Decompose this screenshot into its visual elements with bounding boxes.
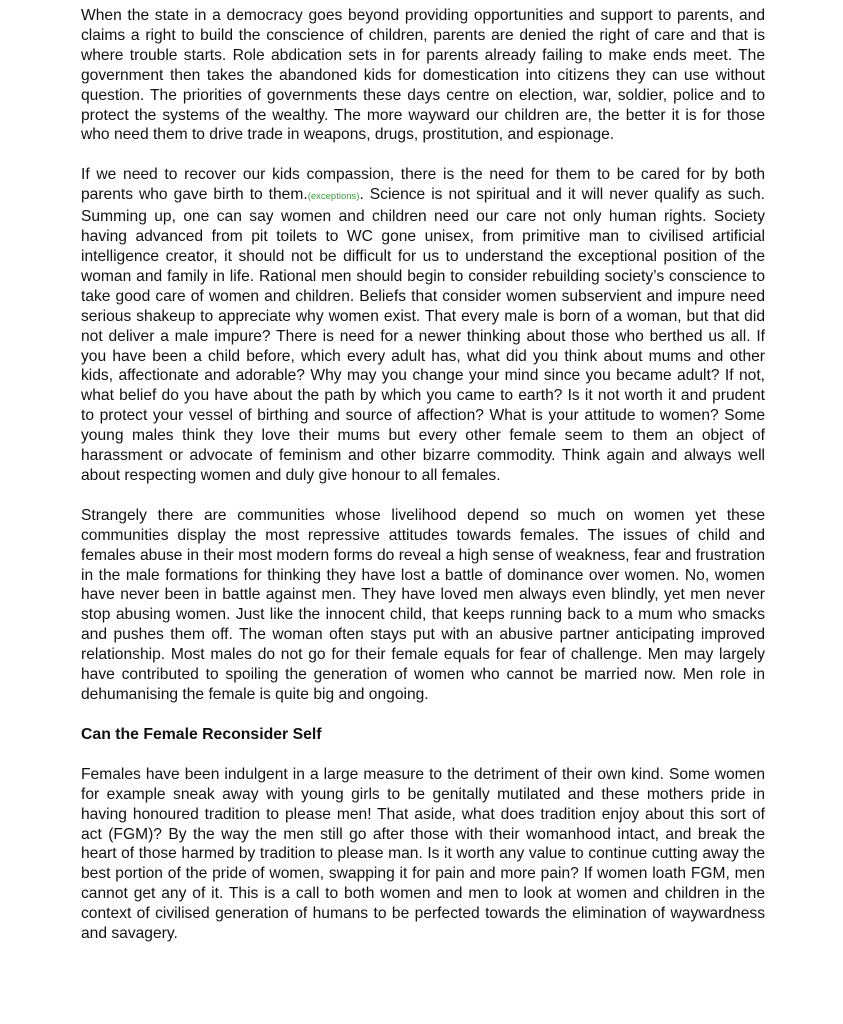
exceptions-note: (exceptions) <box>307 191 360 203</box>
paragraph-compassion-start: If we need to recover our kids compassion, there is the need for them to be cared for by both parents who gave birth to them. <box>81 166 765 204</box>
paragraph-compassion <box>81 165 765 486</box>
paragraph-females: Females have been indulgent in a large measure to the detriment of their own kind. Some women for example sneak away with young girls to be genitally mutilated and these mothers pride in having honoured tradition to please men! That aside, what does tradition enjoy about this sort of act (FGM)? By the way the men still go after those with their womanhood intact, and break the heart of those harmed by tradition to please man. Is it worth any value to continue cutting away the best portion of the pride of women, swapping it for pain and more pain? If women loath FGM, men cannot get any of it. This is a call to both women and men to look at women and children in the context of civilised generation of humans to be perfected towards the elimination of waywardness and savagery. <box>81 765 765 943</box>
section-heading: Can the Female Reconsider Self <box>81 725 322 743</box>
paragraph-democracy: When the state in a democracy goes beyond providing opportunities and support to parents, and claims a right to build the conscience of children, parents are denied the right of care and that is where trouble starts. Role abdication sets in for parents already failing to make ends meet. The government then takes the abandoned kids for domestication into citizens they can use without question. The priorities of governments these days centre on election, war, soldier, police and to protect the systems of the wealthy. The more wayward our children are, the better it is for those who need them to drive trade in weapons, drugs, prostitution, and espionage. <box>81 7 765 144</box>
paragraph-compassion-rest: . Science is not spiritual and it will never qualify as such. Summing up, one can say women and children need our care not only human rights. Society having advanced from pit toilets to WC gone unisex, from primitive man to civilised artificial intelligence creator, it should not be difficult for us to understand the exceptional position of the woman and family in life. Rational men should begin to consider rebuilding society’s conscience to take good care of women and children. Beliefs that consider women subservient and impure need serious shakeup to appreciate why women exist. That every male is born of a woman, but that did not deliver a male impure? There is need for a newer thinking about those who berthed us all. If you have been a child before, which every adult has, what did you think about mums and other kids, affectionate and adorable? Why may you change your mind since you became adult? If not, what belief do you have about the path by which you came to earth? Is it not worth it and prudent to protect your vessel of birthing and source of affection? What is your attitude to women? Some young males think they love their mums but every other female seem to them an object of harassment or advocate of feminism and other bizarre commodity. Think again and always well about respecting women and duly give honour to all females. <box>81 186 766 484</box>
paragraph-communities: Strangely there are communities whose livelihood depend so much on women yet these communities display the most repressive attitudes towards females. The issues of child and females abuse in their most modern forms do reveal a high sense of weakness, fear and frustration in the male formations for thinking they have lost a battle of dominance over women. No, women have never been in battle against men. They have loved men always even blindly, yet men never stop abusing women. Just like the innocent child, that keeps running back to a mum who smacks and pushes them off. The woman often stays put with an abusive partner anticipating improved relationship. Most males do not go for their female equals for fear of challenge. Men may largely have contributed to spoiling the generation of women who cannot be married now. Men role in dehumanising the female is quite big and ongoing. <box>81 506 765 703</box>
document-page <box>81 6 765 964</box>
